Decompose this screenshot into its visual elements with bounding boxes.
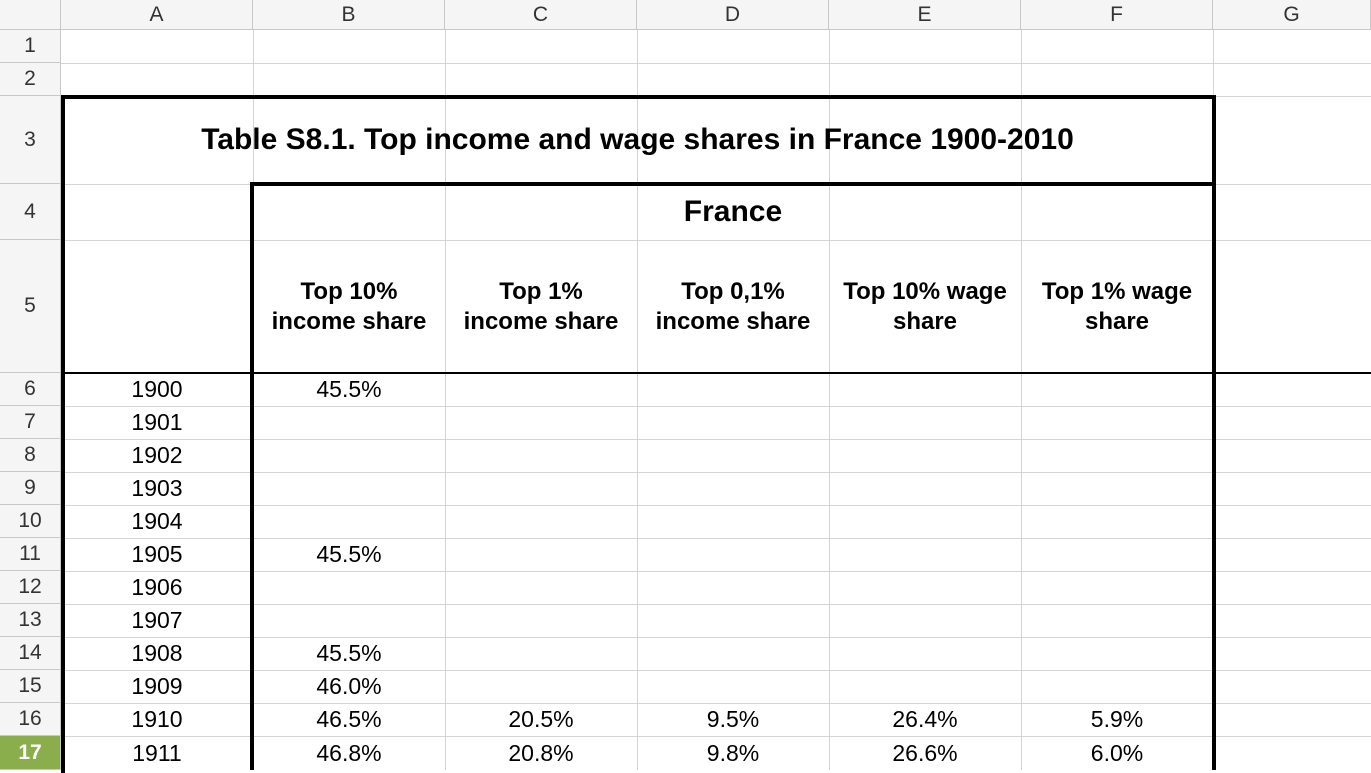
- border-title-top: [61, 95, 1216, 99]
- value-cell[interactable]: [1021, 373, 1213, 406]
- column-header-d[interactable]: D: [637, 0, 829, 30]
- column-header-f[interactable]: F: [1021, 0, 1213, 30]
- value-cell[interactable]: [829, 439, 1021, 472]
- value-cell[interactable]: [829, 373, 1021, 406]
- value-cell[interactable]: [637, 406, 829, 439]
- column-label-line: share: [1084, 307, 1150, 335]
- value-cell[interactable]: 46.5%: [316, 706, 382, 732]
- value-cell[interactable]: [445, 439, 637, 472]
- value-cell[interactable]: [637, 472, 829, 505]
- column-label-text: [843, 277, 1007, 337]
- value-cell[interactable]: [1021, 439, 1213, 472]
- value-cell[interactable]: 5.9%: [1090, 706, 1144, 732]
- row-header-16[interactable]: 16: [0, 703, 61, 736]
- value-cell[interactable]: [829, 670, 1021, 703]
- value-cell[interactable]: 45.5%: [316, 376, 382, 402]
- border-title-left: [61, 95, 65, 773]
- row-header-13[interactable]: 13: [0, 604, 61, 637]
- year-cell[interactable]: 1909: [131, 673, 183, 699]
- value-cell[interactable]: 20.8%: [508, 739, 574, 766]
- column-header-g[interactable]: G: [1213, 0, 1371, 30]
- year-cell[interactable]: 1907: [131, 607, 183, 633]
- value-cell[interactable]: [253, 604, 445, 637]
- gridline-horizontal: [61, 63, 1371, 64]
- value-cell[interactable]: 9.8%: [706, 739, 760, 766]
- column-label-1[interactable]: [256, 241, 442, 372]
- value-cell[interactable]: [445, 637, 637, 670]
- select-all-corner[interactable]: [0, 0, 61, 30]
- value-cell[interactable]: 26.4%: [892, 706, 958, 732]
- column-label-text: [656, 277, 811, 337]
- column-label-2[interactable]: [448, 241, 634, 372]
- column-label-3[interactable]: [640, 241, 826, 372]
- value-cell[interactable]: [829, 406, 1021, 439]
- value-cell[interactable]: [445, 373, 637, 406]
- year-cell[interactable]: 1910: [131, 706, 183, 732]
- column-label-line: income share: [655, 307, 811, 335]
- value-cell[interactable]: [1021, 571, 1213, 604]
- column-label-text: [464, 277, 619, 337]
- country-header[interactable]: France: [683, 195, 783, 228]
- column-label-line: Top 1%: [499, 277, 583, 305]
- value-cell[interactable]: [253, 439, 445, 472]
- value-cell[interactable]: [637, 637, 829, 670]
- border-table-left: [250, 182, 254, 770]
- row-header-10[interactable]: 10: [0, 505, 61, 538]
- column-label-line: share: [892, 307, 958, 335]
- row-header-9[interactable]: 9: [0, 472, 61, 505]
- value-cell[interactable]: [829, 637, 1021, 670]
- column-label-text: [272, 277, 427, 337]
- value-cell[interactable]: [445, 604, 637, 637]
- column-label-5[interactable]: [1024, 241, 1210, 372]
- value-cell[interactable]: [253, 406, 445, 439]
- row-header-14[interactable]: 14: [0, 637, 61, 670]
- value-cell[interactable]: [637, 571, 829, 604]
- year-cell[interactable]: 1901: [131, 409, 183, 435]
- year-cell[interactable]: 1908: [131, 640, 183, 666]
- value-cell[interactable]: 45.5%: [316, 640, 382, 666]
- border-title-right: [1212, 95, 1216, 770]
- value-cell[interactable]: [445, 505, 637, 538]
- value-cell[interactable]: 45.5%: [316, 541, 382, 567]
- value-cell[interactable]: 9.5%: [706, 706, 760, 732]
- value-cell[interactable]: [637, 604, 829, 637]
- column-header-e[interactable]: E: [829, 0, 1021, 30]
- row-header-3[interactable]: 3: [0, 96, 61, 184]
- table-title[interactable]: Table S8.1. Top income and wage shares in France 1900-2010: [201, 123, 1074, 156]
- value-cell[interactable]: [445, 472, 637, 505]
- value-cell[interactable]: [445, 406, 637, 439]
- value-cell[interactable]: [637, 670, 829, 703]
- value-cell[interactable]: [253, 505, 445, 538]
- value-cell[interactable]: [1021, 604, 1213, 637]
- row-header-5[interactable]: 5: [0, 240, 61, 373]
- value-cell[interactable]: [829, 472, 1021, 505]
- column-label-4[interactable]: [832, 241, 1018, 372]
- year-cell[interactable]: 1906: [131, 574, 183, 600]
- row-header-8[interactable]: 8: [0, 439, 61, 472]
- column-header-a[interactable]: A: [61, 0, 253, 30]
- year-cell[interactable]: 1903: [131, 475, 183, 501]
- value-cell[interactable]: [829, 505, 1021, 538]
- column-label-line: Top 1% wage: [1041, 277, 1193, 305]
- border-header-bottom: [61, 372, 1371, 374]
- value-cell[interactable]: [829, 604, 1021, 637]
- row-header-7[interactable]: 7: [0, 406, 61, 439]
- value-cell[interactable]: [253, 472, 445, 505]
- column-label-line: income share: [463, 307, 619, 335]
- value-cell[interactable]: [829, 571, 1021, 604]
- row-header-11[interactable]: 11: [0, 538, 61, 571]
- column-header-c[interactable]: C: [445, 0, 637, 30]
- value-cell[interactable]: 46.0%: [316, 673, 382, 699]
- year-cell[interactable]: 1905: [131, 541, 183, 567]
- row-header-4[interactable]: 4: [0, 184, 61, 240]
- column-header-b[interactable]: B: [253, 0, 445, 30]
- row-header-17[interactable]: 17: [0, 736, 61, 770]
- value-cell[interactable]: [445, 571, 637, 604]
- value-cell[interactable]: [1021, 505, 1213, 538]
- value-cell[interactable]: [637, 538, 829, 571]
- value-cell[interactable]: [1021, 538, 1213, 571]
- value-cell[interactable]: [1021, 406, 1213, 439]
- column-label-line: Top 10% wage: [843, 277, 1007, 305]
- row-header-2[interactable]: 2: [0, 63, 61, 96]
- value-cell[interactable]: [1021, 637, 1213, 670]
- value-cell[interactable]: [637, 373, 829, 406]
- row-header-12[interactable]: 12: [0, 571, 61, 604]
- value-cell[interactable]: [253, 571, 445, 604]
- value-cell[interactable]: 46.8%: [316, 739, 382, 766]
- year-cell[interactable]: 1902: [131, 442, 183, 468]
- year-cell[interactable]: 1904: [131, 508, 183, 534]
- value-cell[interactable]: [1021, 472, 1213, 505]
- row-header-15[interactable]: 15: [0, 670, 61, 703]
- row-header-1[interactable]: 1: [0, 30, 61, 63]
- value-cell[interactable]: [637, 439, 829, 472]
- value-cell[interactable]: [445, 670, 637, 703]
- value-cell[interactable]: [829, 538, 1021, 571]
- value-cell[interactable]: [637, 505, 829, 538]
- value-cell[interactable]: [1021, 670, 1213, 703]
- value-cell[interactable]: 6.0%: [1090, 739, 1144, 766]
- column-label-line: income share: [271, 307, 427, 335]
- column-label-line: Top 0,1%: [681, 277, 785, 305]
- border-title-bottom: [252, 182, 1216, 186]
- column-label-line: Top 10%: [300, 277, 398, 305]
- column-label-text: [1042, 277, 1192, 337]
- row-header-6[interactable]: 6: [0, 373, 61, 406]
- value-cell[interactable]: [445, 538, 637, 571]
- value-cell[interactable]: 26.6%: [892, 739, 958, 766]
- year-cell[interactable]: 1900: [131, 376, 183, 402]
- year-cell[interactable]: 1911: [132, 739, 182, 766]
- value-cell[interactable]: 20.5%: [508, 706, 574, 732]
